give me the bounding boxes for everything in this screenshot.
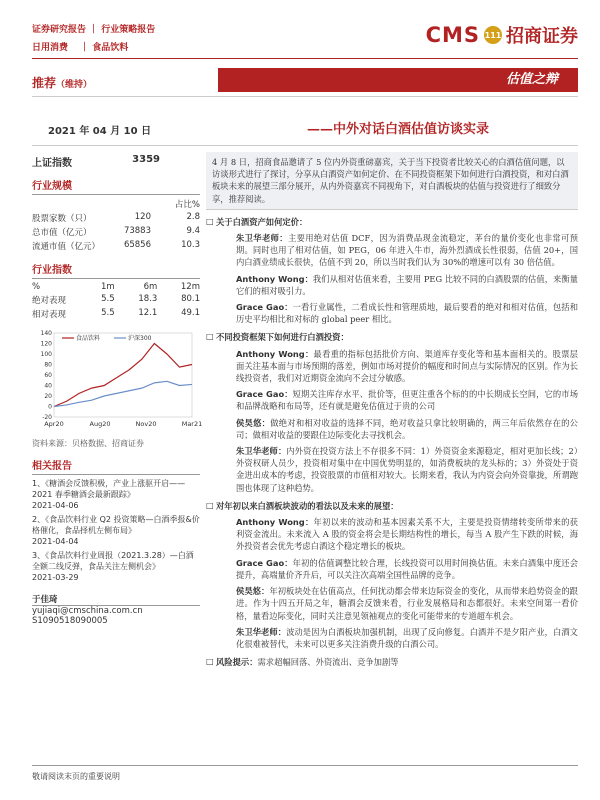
speaker-text: 做绝对和相对收益的选择不同，绝对收益只拿比较明确的，两三年后依然存在的公司；做相对收益的要跟住边际变化去寻找机会。 bbox=[236, 417, 578, 440]
related-date: 2021-03-29 bbox=[32, 573, 79, 582]
subtitle-rule bbox=[32, 145, 578, 146]
x-tick-label: Nov20 bbox=[135, 420, 157, 428]
cell: 80.1 bbox=[181, 294, 200, 304]
speaker-text: 年初的估值调整比较合理，长线投资可以用时间换估值。未来白酒集中度还会提升，高端量价齐升后，可以关注次高端全国性品牌的竞争。 bbox=[236, 557, 578, 580]
speaker-paragraph bbox=[206, 273, 578, 297]
speaker-text: 年初板块处在估值高点，任何扰动都会带来边际资金的变化，从而带来趋势资金的跟进。作为十四五开局之年，糖酒会反馈来看，行业发展格局和态都很好。未来空间第一看价格，量看边际变化，同时关注意见领袖观点的变化可能带来的专道超车机会。 bbox=[236, 586, 578, 621]
y-tick-label: 40 bbox=[44, 382, 52, 390]
section-question: □ 对年初以来白酒板块波动的看法以及未来的展望： bbox=[206, 500, 578, 512]
speaker-name: Anthony Wong： bbox=[236, 348, 314, 359]
index-chart bbox=[32, 325, 203, 433]
speaker-text: 最看重的指标包括批价方向、渠道库存变化等和基本面相关的。股票层面关注基本面与市场预期的落差，例如市场对提价的幅度和时间点与实际情况的区别。作为长线投资者，我们对近期资金流向不会过分敏感。 bbox=[236, 348, 578, 384]
industry-scale-heading: 行业规模 bbox=[32, 177, 200, 195]
x-tick-label: Mar21 bbox=[181, 420, 203, 428]
col-header: 12m bbox=[180, 282, 200, 292]
scale-pct: 10.3 bbox=[181, 240, 200, 250]
report-date: 2021 年 04 月 10 日 bbox=[48, 126, 152, 137]
related-title: 3、《食品饮料行业周报（2021.3.28）—白酒全额二线反弹，食品关注左侧机会》 bbox=[32, 551, 194, 571]
legend-label: 沪深300 bbox=[128, 335, 152, 342]
rating bbox=[32, 74, 92, 91]
speaker-paragraph bbox=[206, 445, 578, 494]
y-tick-label: 80 bbox=[44, 361, 52, 369]
legend-label: 食品饮料 bbox=[76, 335, 101, 342]
rating-note: （维持） bbox=[56, 80, 93, 90]
sector-line: 日用消费 ｜ 食品饮料 bbox=[32, 43, 129, 53]
sections bbox=[206, 216, 578, 669]
y-tick-label: 60 bbox=[44, 372, 52, 379]
related-item[interactable] bbox=[32, 550, 200, 583]
pct-header: 占比% bbox=[174, 200, 200, 210]
y-tick-label: 20 bbox=[44, 393, 52, 400]
section-question: □ 关于白酒资产如何定价： bbox=[206, 216, 578, 228]
related-title: 1、《糖酒会反馈积极，产业上涨驱开启——2021 春季糖酒会最新跟踪》 bbox=[32, 479, 186, 499]
speaker-name: 朱卫华老师： bbox=[236, 446, 287, 457]
brand-logo bbox=[426, 22, 578, 48]
index-value: 3359 bbox=[132, 154, 160, 165]
cell: 相对表现 bbox=[32, 310, 67, 320]
section-question: □ 不同投资框架下如何进行白酒投资： bbox=[206, 331, 578, 343]
industry-index-table bbox=[32, 281, 200, 321]
speaker-paragraph bbox=[206, 557, 578, 581]
series-line-0 bbox=[54, 344, 192, 407]
risk-line bbox=[206, 656, 578, 668]
speaker-text: 波动是因为白酒板块加强机制，出现了反向修复。白酒并不是夕阳产业，白酒文化很难被替代，未来可以更多关注消费升级的白酒公司。 bbox=[236, 626, 578, 649]
cell: 5.5 bbox=[101, 294, 115, 304]
scale-name: 流通市值（亿元） bbox=[32, 242, 101, 252]
speaker-name: Grace Gao： bbox=[236, 389, 293, 400]
title-rule bbox=[32, 96, 578, 97]
cell: 49.1 bbox=[181, 308, 200, 318]
author-name: 于佳琦 bbox=[32, 593, 200, 606]
speaker-text: 我们从相对估值来看，主要用 PEG 比较不同的白酒股票的估值，来衡量它们的相对吸引力。 bbox=[236, 273, 578, 296]
related-item[interactable] bbox=[32, 478, 200, 511]
speaker-paragraph bbox=[206, 417, 578, 441]
scale-value: 73883 bbox=[123, 226, 151, 236]
industry-index-heading: 行业指数 bbox=[32, 261, 200, 279]
speaker-name: 朱卫华老师： bbox=[236, 626, 287, 637]
related-heading: 相关报告 bbox=[32, 457, 200, 475]
related-title: 2、《食品饮料行业 Q2 投资策略—白酒季报&价格催化，食品择机左侧布局》 bbox=[32, 515, 200, 535]
speaker-paragraph bbox=[206, 232, 578, 269]
related-date: 2021-04-06 bbox=[32, 501, 79, 510]
scale-name: 股票家数（只） bbox=[32, 214, 92, 224]
main-content bbox=[206, 152, 578, 668]
header-rule bbox=[32, 58, 578, 59]
col-header: 1m bbox=[100, 282, 115, 292]
speaker-text: 主要用绝对估值 DCF，因为消费品现金流稳定，茅台的量价变化也非常可预期。同时也用了相对估值，如 PEG，06 年进入牛市，海外烈酒成长性很弱，估值 20+，国内白酒业绩成长很快，估值不到 20，所以当时我们认为 30%的增速可以有 30 倍估值。 bbox=[236, 233, 578, 268]
y-tick-label: 0 bbox=[48, 403, 52, 411]
y-tick-label: 100 bbox=[40, 351, 52, 358]
speaker-name: Grace Gao： bbox=[236, 302, 293, 313]
cell: 12.1 bbox=[138, 308, 158, 318]
y-tick-label: 140 bbox=[40, 330, 52, 337]
rating-label: 推荐 bbox=[32, 76, 57, 90]
section-question: 风险提示： bbox=[216, 657, 258, 668]
speaker-paragraph bbox=[206, 348, 578, 385]
speaker-paragraph bbox=[206, 301, 578, 325]
speaker-text: 短期关注库存水平、批价等，但更注重各个标的的中长期成长空间，它的市场和品牌战略和布局等，还有就是避免估值过于贵的公司 bbox=[236, 389, 578, 412]
speaker-name: Anthony Wong： bbox=[236, 517, 314, 528]
col-header: 6m bbox=[143, 282, 158, 292]
speaker-text: 内外资在投资方法上不存很多不同：1）外资资金来源稳定，相对更加长线；2）外资权研人员少，投资相对集中在中国优势明显的，如消费板块的龙头标的；3）外资处于资金进出成本的考虑，投资股票的市值相对较大。长期来看，我认为内资会向外资靠拢，所谓跑围也体现了这种趋势。 bbox=[236, 446, 578, 493]
speaker-paragraph bbox=[206, 516, 578, 553]
speaker-name: Grace Gao： bbox=[236, 557, 293, 568]
speaker-text: 一看行业属性，二看成长性和管理质地，最后要看的绝对和相对估值，包括和历史平均相比和对标的 global peer 相比。 bbox=[236, 302, 578, 325]
related-item[interactable] bbox=[32, 514, 200, 547]
speaker-paragraph bbox=[206, 585, 578, 622]
speaker-name: 侯昊悠： bbox=[236, 586, 270, 597]
speaker-paragraph bbox=[206, 626, 578, 650]
index-row bbox=[32, 154, 200, 169]
footer-rule bbox=[32, 765, 578, 766]
speaker-paragraph bbox=[206, 388, 578, 412]
speaker-name: Anthony Wong： bbox=[236, 273, 313, 284]
brand-cn: 招商证券 bbox=[506, 26, 578, 47]
col-header: % bbox=[32, 282, 41, 292]
author-email[interactable]: yujiaqi@cmschina.com.cn bbox=[32, 606, 143, 616]
report-title: 估值之辩 bbox=[218, 68, 578, 92]
x-tick-label: Apr20 bbox=[44, 420, 64, 428]
chart-source: 资料来源：贝格数据、招商证券 bbox=[32, 439, 144, 448]
index-label: 上证指数 bbox=[32, 158, 72, 169]
report-subtitle: ——中外对话白酒估值访谈实录 bbox=[306, 122, 489, 137]
scale-value: 120 bbox=[134, 212, 151, 222]
industry-scale-table bbox=[32, 197, 200, 253]
scale-pct: 2.8 bbox=[186, 212, 200, 222]
cell: 18.3 bbox=[138, 294, 158, 304]
scale-name: 总市值（亿元） bbox=[32, 228, 92, 238]
series-line-1 bbox=[54, 381, 192, 406]
intro-summary: 4 月 8 日，招商食品邀请了 5 位内外资重磅嘉宾，关于当下投资者比较关心的白酒估值问题，以访谈形式进行了探讨，分享从白酒资产如何定价、在不同投资框架下如何进行白酒投资，和对白酒板块未来的展望三部分展开，从内外资嘉宾不同视角下，对白酒板块的估值与投资进行了细致分享，推荐阅读。 bbox=[206, 152, 578, 210]
scale-pct: 9.4 bbox=[186, 226, 200, 236]
speaker-text: 年初以来的波动和基本因素关系不大，主要是投资情绪转变所带来的获利资金流出。未来流入 A 股的资金将会是长期结构性的增长，每当 A 股产生下跌的时候，海外投资者会优先考虑白酒这个稳定增长的板块。 bbox=[236, 517, 578, 552]
speaker-name: 朱卫华老师： bbox=[236, 233, 288, 244]
y-tick-label: -20 bbox=[42, 414, 52, 421]
brand-badge: 111 bbox=[484, 26, 502, 44]
speaker-name: 侯昊悠： bbox=[236, 417, 271, 428]
scale-value: 65856 bbox=[123, 240, 151, 250]
cell: 5.5 bbox=[101, 308, 115, 318]
brand-en: CMS bbox=[425, 23, 480, 47]
report-type-line: 证券研究报告 ｜ 行业策略报告 bbox=[32, 25, 156, 35]
author-block bbox=[32, 593, 200, 626]
cell: 绝对表现 bbox=[32, 296, 67, 306]
related-date: 2021-04-04 bbox=[32, 537, 79, 546]
x-tick-label: Aug20 bbox=[89, 420, 111, 428]
footer-note: 敬请阅读末页的重要说明 bbox=[32, 772, 120, 781]
plot-frame bbox=[54, 333, 192, 417]
sidebar bbox=[32, 152, 203, 626]
author-id: S1090518090005 bbox=[32, 616, 108, 626]
y-tick-label: 120 bbox=[40, 340, 52, 348]
section-inline: 需求超幅回落、外资流出、竞争加剧等 bbox=[257, 657, 399, 668]
